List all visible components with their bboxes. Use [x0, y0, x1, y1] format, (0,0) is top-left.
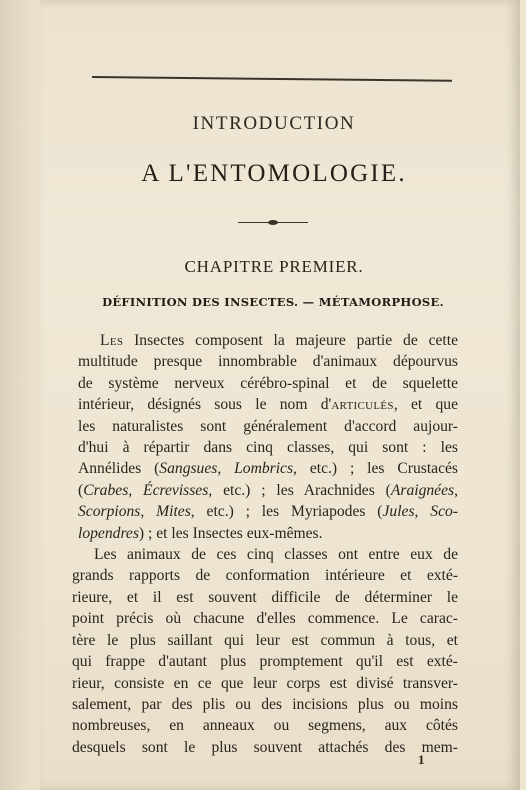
- text-span: , etc.) ; les Arachnides (: [208, 481, 391, 499]
- chapter-heading: CHAPITRE PREMIER.: [184, 257, 364, 276]
- italic-term: Araignées: [390, 481, 455, 499]
- text-line: les naturalistes sont généralement d'accord aujour-: [78, 417, 458, 435]
- text-line: Les animaux de ces cinq classes ont entre eux de: [94, 546, 458, 564]
- text-span: , etc.) ; les Myriapodes (: [190, 503, 383, 521]
- text-span: Annélides (: [78, 460, 160, 478]
- text-line: [78, 480, 458, 501]
- text-line: qui frappe d'autant plus promptement qu'il est exté-: [72, 653, 458, 671]
- text-span: ,: [217, 460, 235, 478]
- text-line: point précis où chacune d'elles commence. Le carac-: [72, 610, 458, 628]
- italic-term: Sco-: [430, 503, 459, 521]
- title-line-1: INTRODUCTION: [192, 113, 356, 134]
- text-span: ,: [414, 503, 431, 521]
- text-line: rieure, et il est souvent difficile de déterminer le: [72, 588, 458, 606]
- body-text: [72, 330, 459, 758]
- text-line: [78, 458, 458, 479]
- text-span: , etc.) ; les Crustacés: [293, 460, 458, 478]
- ornament-divider: [238, 221, 308, 225]
- title-line-2: A L'ENTOMOLOGIE.: [141, 160, 407, 187]
- text-span: (: [78, 481, 84, 499]
- text-line: [78, 501, 458, 522]
- text-span: intérieur, désignés sous le nom d': [78, 396, 332, 414]
- text-line: tère le plus saillant qui leur est commun à tous, et: [72, 631, 458, 649]
- text-span: ,: [454, 481, 458, 499]
- text-span: ,: [140, 503, 157, 521]
- italic-term: Sangsues: [159, 460, 218, 478]
- text-span: ,: [128, 481, 144, 499]
- page-number: 1: [418, 752, 425, 767]
- text-span: , et que: [393, 396, 459, 414]
- drop-word: Les: [100, 332, 124, 349]
- italic-term: Écrevisses: [143, 481, 209, 499]
- text-line: multitude presque innombrable d'animaux dépourvus: [78, 353, 458, 371]
- italic-term: Jules: [382, 503, 415, 521]
- text-line: d'hui à répartir dans cinq classes, qui sont : les: [78, 439, 458, 457]
- small-caps-term: articulés: [331, 396, 394, 414]
- text-span: ) ; et les Insectes eux-mêmes.: [138, 524, 323, 542]
- text-line: salement, par des plis ou des incisions plus ou moins: [72, 695, 458, 713]
- text-span: Insectes composent la majeure partie de cette: [123, 332, 458, 349]
- text-line: [78, 523, 458, 544]
- text-line: grands rapports de conformation intérieure et exté-: [72, 567, 458, 585]
- section-subtitle: DÉFINITION DES INSECTES. — MÉTAMORPHOSE.: [102, 295, 444, 309]
- italic-term: Scorpions: [78, 503, 141, 521]
- text-line: desquels sont le plus souvent attachés des mem-: [72, 738, 458, 756]
- italic-term: Lombrics: [234, 460, 294, 478]
- italic-term: Mites: [156, 503, 191, 521]
- text-line: rieur, consiste en ce que leur corps est divisé transver-: [72, 674, 458, 692]
- italic-term: lopendres: [78, 524, 139, 542]
- italic-term: Crabes: [83, 481, 129, 499]
- text-line: [78, 394, 458, 415]
- text-line: nombreuses, en anneaux ou segmens, aux côtés: [72, 717, 458, 735]
- text-line: [78, 330, 458, 351]
- text-line: de système nerveux cérébro-spinal et de squelette: [78, 374, 458, 392]
